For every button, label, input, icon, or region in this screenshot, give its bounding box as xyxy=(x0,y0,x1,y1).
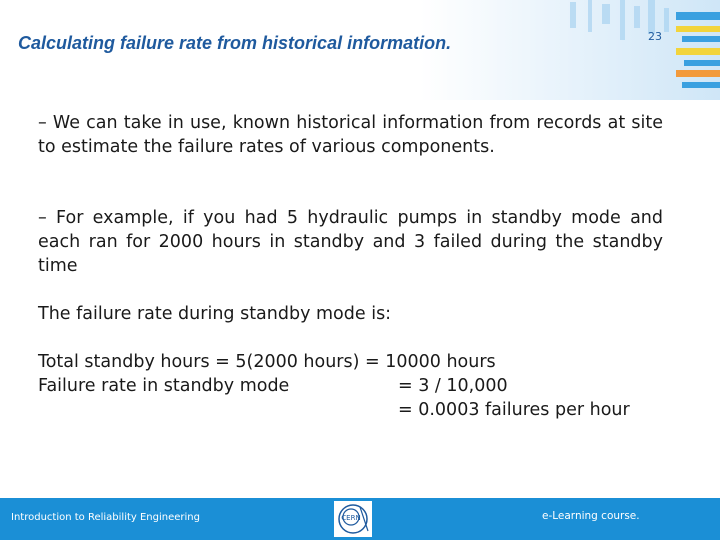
footer-course-title: Introduction to Reliability Engineering xyxy=(11,512,200,523)
total-standby-hours: Total standby hours = 5(2000 hours) = 10000 hours xyxy=(38,352,496,372)
page-number: 23 xyxy=(648,30,662,43)
failure-rate-fraction: = 3 / 10,000 xyxy=(398,376,508,396)
calculation-block xyxy=(38,350,678,425)
cern-logo-icon xyxy=(334,501,372,537)
paragraph-failure-rate-intro: The failure rate during standby mode is: xyxy=(38,304,392,324)
svg-text:CERN: CERN xyxy=(341,514,361,522)
footer-bar xyxy=(0,498,720,540)
failure-rate-result: = 0.0003 failures per hour xyxy=(398,400,630,420)
slide-title: Calculating failure rate from historical information. xyxy=(18,33,452,53)
footer-elearning-label: e-Learning course. xyxy=(542,510,640,522)
header-decoration xyxy=(420,0,720,100)
failure-rate-label: Failure rate in standby mode xyxy=(38,376,290,396)
paragraph-example: – For example, if you had 5 hydraulic pumps in standby mode and each ran for 2000 hours in standby and 3 failed during the standby time xyxy=(38,208,663,276)
paragraph-historical-info: – We can take in use, known historical information from records at site to estimate the failure rates of various components. xyxy=(38,113,663,157)
